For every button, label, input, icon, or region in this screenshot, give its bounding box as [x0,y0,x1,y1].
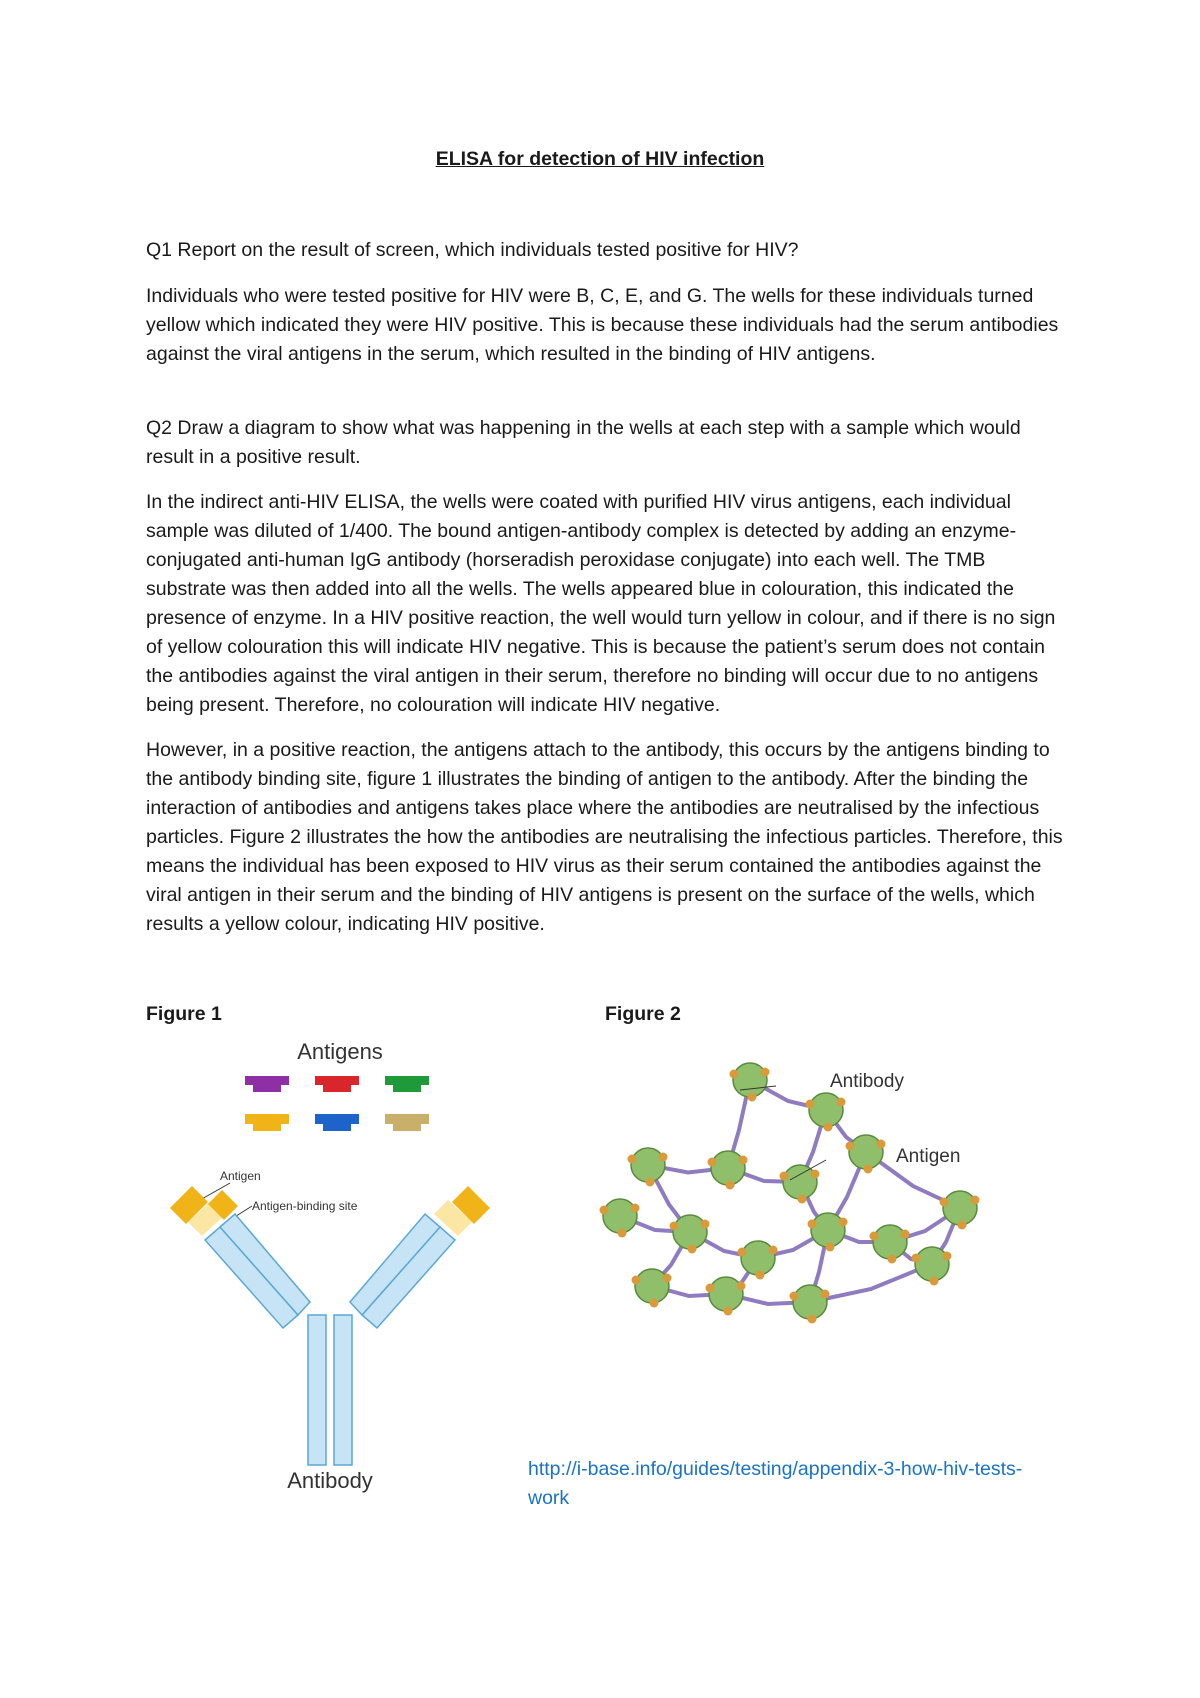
antigen-particle [940,1191,980,1230]
antigen-callout-label: Antigen [220,1169,261,1183]
q2-paragraph-2-section [146,736,1066,939]
antigen-palette [245,1076,429,1131]
antigens-title: Antigens [297,1039,383,1064]
antibody-callout-label: Antibody [830,1071,904,1092]
q2-question: Q2 Draw a diagram to show what was happening in the wells at each step with a sample which would result in a positive result. [146,417,1021,468]
antigen-blue-icon [315,1114,359,1131]
q1-answer-section [146,282,1066,369]
page-title: ELISA for detection of HIV infection [435,148,765,170]
antigen-particle [632,1269,672,1308]
binding-site-callout-label: Antigen-binding site [252,1199,358,1213]
antigen-tan-icon [385,1114,429,1131]
q2-paragraph-1-section [146,488,1066,720]
antigen-particle [808,1213,848,1252]
antigen-particle [738,1241,778,1280]
antigen-particle [706,1277,746,1316]
antigen-particle [670,1215,710,1254]
antigen-particle [780,1165,820,1204]
figure-1-antibody-diagram [160,1030,500,1500]
q2-paragraph-1: In the indirect anti-HIV ELISA, the wells were coated with purified HIV virus antigens, each individual sample was diluted of 1/400. The bound antigen-antibody complex is detected by adding an enzyme-conjugated anti-human IgG antibody (horseradish peroxidase conjugate) into each well. The TMB substrate was then added into all the wells. The wells appeared blue in colouration, this indicated the presence of enzyme. In a HIV positive reaction, the well would turn yellow in colour, and if there is no sign of yellow colouration this will indicate HIV negative. This is because the patient’s serum does not contain the antibodies against the viral antigen in their serum, therefore no binding will occur due to no antigens being present. Therefore, no colouration will indicate HIV negative. [146,491,1056,716]
antigen-green-icon [385,1076,429,1092]
antigen-particle [790,1285,830,1324]
source-link[interactable]: http://i-base.info/guides/testing/appendix-3-how-hiv-tests-work [528,1458,1023,1509]
antibody-shape [170,1186,490,1465]
figure-2-lattice-diagram [590,1050,990,1330]
antigen-yellow-icon [245,1114,289,1131]
q1-answer: Individuals who were tested positive for HIV were B, C, E, and G. The wells for these individuals turned yellow which indicated they were HIV positive. This is because these individuals had the serum antibodies against the viral antigens in the serum, which resulted in the binding of HIV antigens. [146,285,1059,365]
antigen-particle [870,1225,910,1264]
figure-2-label: Figure 2 [605,1003,681,1025]
antigen-purple-icon [245,1076,289,1092]
q2-section [146,414,1066,472]
antigen-particle [912,1247,952,1286]
figure-1-label: Figure 1 [146,1003,222,1025]
antigen-red-icon [315,1076,359,1092]
q1-question: Q1 Report on the result of screen, which individuals tested positive for HIV? [146,239,799,261]
antigen-particle [628,1148,668,1187]
antigen-callout-label: Antigen [896,1146,961,1167]
antibody-label: Antibody [287,1468,373,1493]
q1-section [146,236,1066,265]
antigen-particle [600,1199,640,1238]
q2-paragraph-2: However, in a positive reaction, the antigens attach to the antibody, this occurs by the antigens binding to the antibody binding site, figure 1 illustrates the binding of antigen to the antibody. After the binding the interaction of antibodies and antigens takes place where the antibodies are neutralised by the infectious particles. Figure 2 illustrates the how the antibodies are neutralising the infectious particles. Therefore, this means the individual has been exposed to HIV virus as their serum contained the antibodies against the viral antigen in their serum and the binding of HIV antigens is present on the surface of the wells, which results a yellow colour, indicating HIV positive. [146,739,1063,935]
antigen-particle [708,1151,748,1190]
antigen-particle [730,1063,770,1102]
